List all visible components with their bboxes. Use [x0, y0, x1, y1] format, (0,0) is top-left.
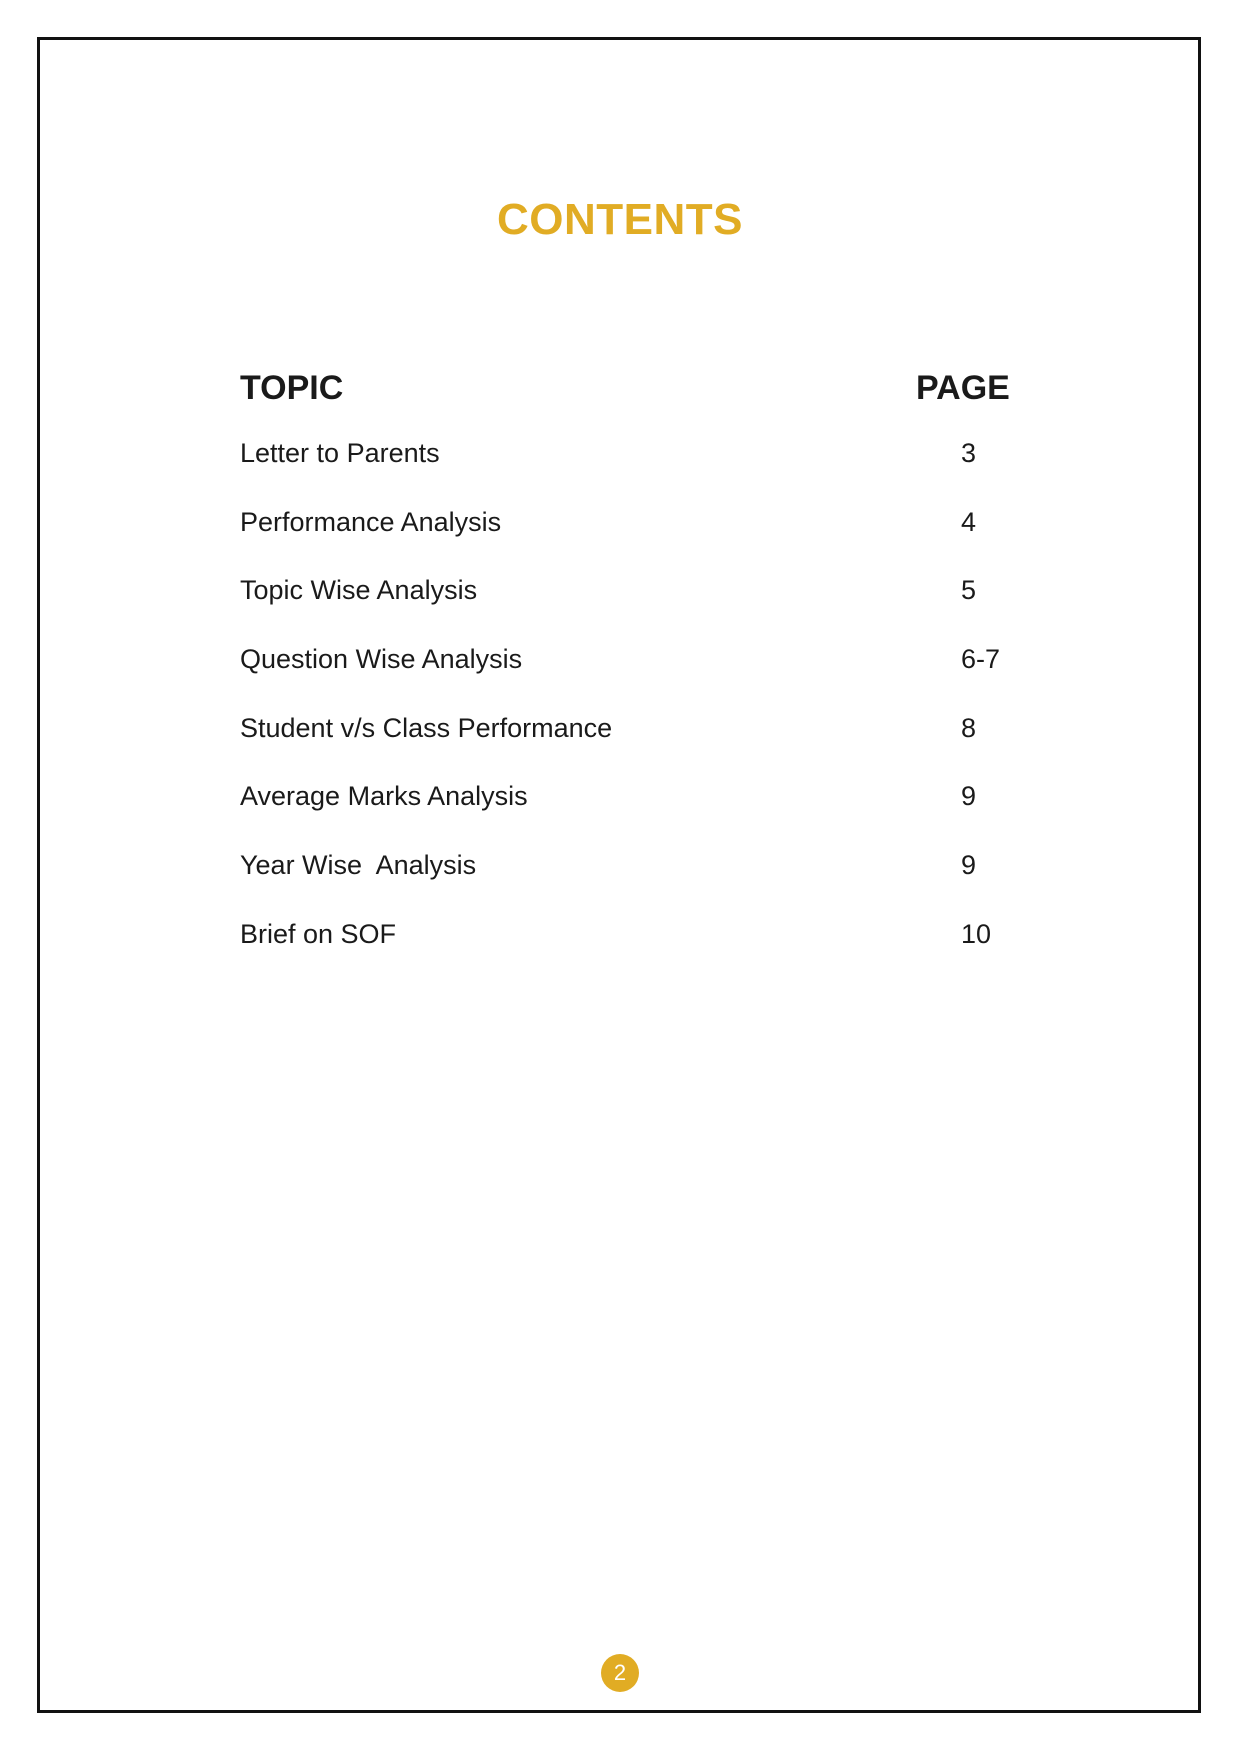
- toc-page-number: 5: [961, 575, 977, 606]
- page-title: CONTENTS: [497, 195, 743, 244]
- table-of-contents: [240, 360, 1010, 968]
- toc-row: [240, 761, 1010, 830]
- topic-column-header: TOPIC: [240, 369, 344, 407]
- toc-topic: Topic Wise Analysis: [240, 575, 478, 606]
- toc-header: [240, 360, 1010, 418]
- toc-row: [240, 555, 1010, 624]
- toc-topic: Brief on SOF: [240, 918, 397, 949]
- toc-row: [240, 418, 1010, 487]
- toc-topic: Year Wise Analysis: [240, 850, 477, 881]
- toc-row: [240, 830, 1010, 899]
- toc-page-number: 10: [961, 918, 992, 949]
- toc-row: [240, 624, 1010, 693]
- toc-topic: Average Marks Analysis: [240, 781, 528, 812]
- page-number-badge: 2: [601, 1654, 639, 1692]
- page-column-header: PAGE: [916, 369, 1010, 407]
- toc-row: [240, 899, 1010, 968]
- toc-topic: Question Wise Analysis: [240, 644, 523, 675]
- toc-page-number: 6-7: [961, 644, 1001, 675]
- toc-row: [240, 693, 1010, 762]
- toc-topic: Letter to Parents: [240, 438, 440, 468]
- toc-page-number: 8: [961, 712, 977, 743]
- toc-page-number: 9: [961, 781, 977, 812]
- toc-row: [240, 487, 1010, 556]
- toc-topic: Performance Analysis: [240, 506, 502, 537]
- toc-page-number: 9: [961, 850, 977, 881]
- toc-topic: Student v/s Class Performance: [240, 712, 613, 743]
- toc-page-number: 3: [961, 438, 977, 468]
- toc-list: [240, 418, 1010, 968]
- toc-page-number: 4: [961, 506, 977, 537]
